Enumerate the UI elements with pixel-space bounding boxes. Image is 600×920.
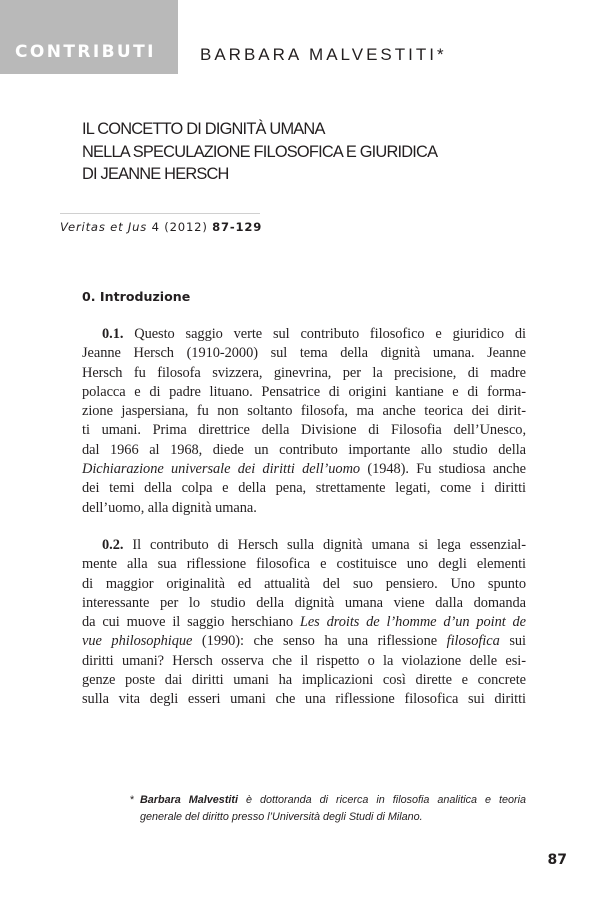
- title-line: IL CONCETTO DI DIGNITÀ UMANA: [82, 120, 325, 138]
- paragraph-number: 0.1.: [102, 326, 124, 342]
- footnote-line: generale del diritto presso l’Università degli Studi di Milano.: [140, 811, 423, 823]
- italic-title: vue philosophique: [82, 633, 193, 650]
- footnote-author: Barbara Malvestiti: [140, 794, 239, 806]
- footnote-line: [140, 792, 526, 809]
- text-line: zione jaspersiana, fu non soltanto filosofa, ma anche teorica dei dirit-: [82, 403, 526, 420]
- journal-issue: 4 (2012): [151, 220, 208, 234]
- text-span: Il contributo di Hersch sulla dignità umana si lega essenzial-: [123, 537, 526, 553]
- author-name: BARBARA MALVESTITI*: [200, 45, 447, 64]
- text-line: [82, 536, 526, 555]
- italic-title: Les droits de l’homme d’un point de: [299, 614, 527, 631]
- footnote-marker: *: [130, 794, 135, 806]
- text-line: sulla vita degli esseri umani che una riflessione filosofica sui diritti: [82, 691, 526, 708]
- text-span: Questo saggio verte sul contributo filosofico e giuridico di: [134, 326, 526, 342]
- text-line: genze poste dai diritti umani ha implicazioni così dirette e concrete: [82, 672, 526, 689]
- journal-name: Veritas et Jus: [60, 220, 148, 234]
- text-line: ti umani. Prima direttrice della Divisione di Filosofia dell’Unesco,: [82, 422, 526, 439]
- text-span: sui: [499, 633, 526, 650]
- title-line: DI JEANNE HERSCH: [82, 165, 229, 183]
- text-line: Hersch fu filosofa svizzera, ginevrina, per la precisione, di madre: [82, 364, 526, 381]
- text-span: (1948). Fu studiosa anche: [360, 461, 526, 478]
- journal-pages: 87-129: [212, 220, 263, 234]
- section-label: CONTRIBUTI: [15, 42, 156, 62]
- text-span: è dottoranda di ricerca in filosofia analitica e teoria: [238, 794, 526, 806]
- section-tab: [0, 0, 178, 74]
- italic-title: Dichiarazione universale dei diritti dell’uomo: [82, 461, 361, 478]
- paragraph-number: 0.2.: [102, 537, 124, 553]
- text-line: [82, 325, 526, 344]
- footnote: [130, 792, 526, 826]
- text-line: dal 1966 al 1968, diede un contributo importante allo studio della: [82, 441, 526, 458]
- page-number: 87: [547, 852, 567, 868]
- title-line: NELLA SPECULAZIONE FILOSOFICA E GIURIDICA: [82, 142, 438, 161]
- text-line: Jeanne Hersch (1910-2000) sul tema della dignità umana. Jeanne: [82, 345, 526, 362]
- text-line: [82, 460, 526, 479]
- paragraph: [82, 536, 526, 710]
- text-line: di maggior originalità ed attualità del suo pensiero. Uno spunto: [82, 575, 526, 592]
- text-line: [82, 632, 526, 651]
- journal-citation: [60, 220, 262, 234]
- text-line: mente alla sua riflessione filosofica e costituisce uno degli elementi: [82, 556, 526, 573]
- article-title: [82, 118, 522, 186]
- paragraph: [82, 325, 526, 518]
- italic-word: filosofica: [446, 633, 500, 650]
- text-line: interessante per lo studio della dignità umana viene dalla domanda: [82, 594, 526, 611]
- text-span: da cui muove il saggio herschiano: [82, 614, 300, 631]
- section-heading: 0. Introduzione: [82, 289, 191, 304]
- text-line: [82, 613, 526, 632]
- text-line: dei temi della colpa e della pena, strettamente legati, come i diritti: [82, 480, 526, 497]
- text-span: (1990): che senso ha una riflessione: [192, 633, 447, 650]
- text-line: polacca e di padre lituano. Pensatrice di origini kantiane e di forma-: [82, 383, 526, 400]
- text-line: diritti umani? Hersch osserva che il rispetto o la violazione delle esi-: [82, 652, 526, 669]
- text-line: dell’uomo, alla dignità umana.: [82, 499, 257, 516]
- title-rule: [60, 213, 260, 214]
